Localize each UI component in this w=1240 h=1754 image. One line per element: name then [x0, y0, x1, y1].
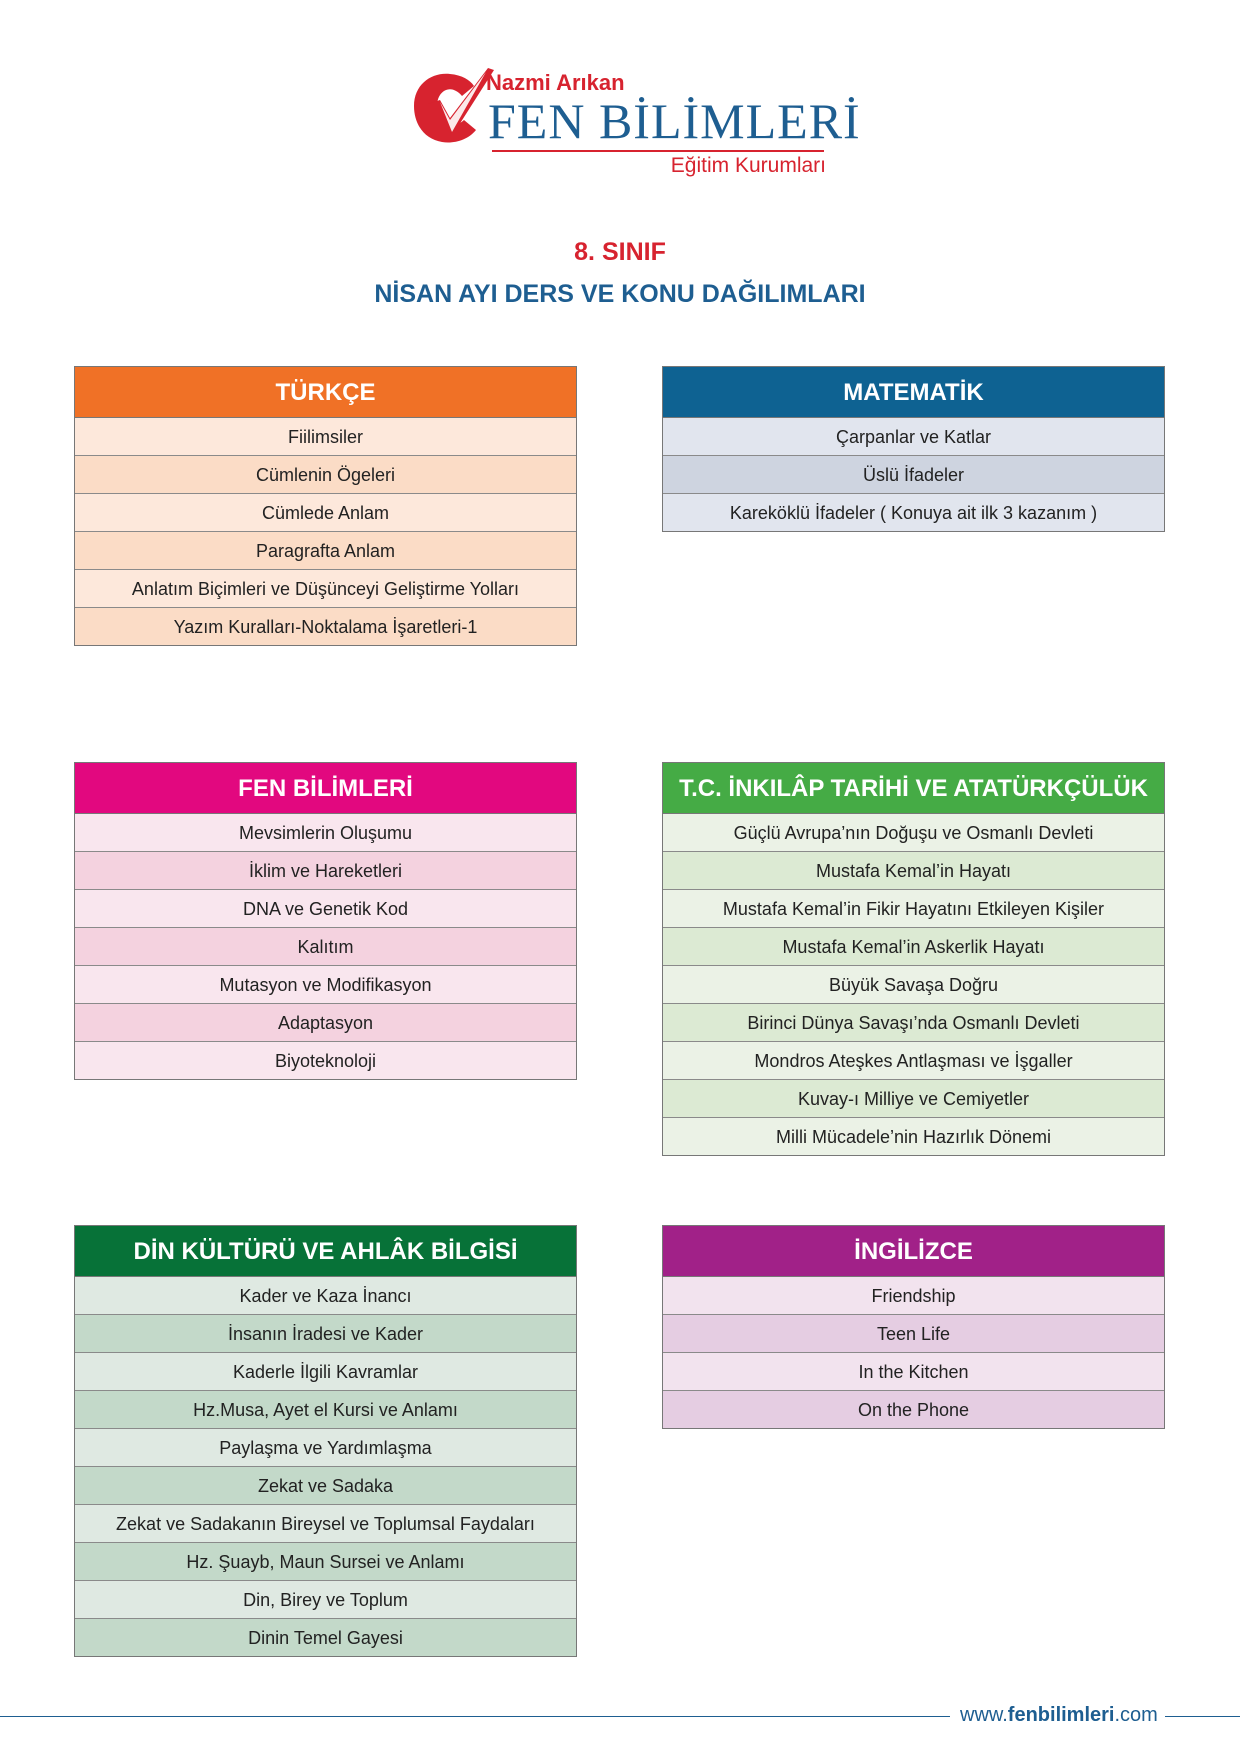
topic-row: Kareköklü İfadeler ( Konuya ait ilk 3 kazanım ) — [663, 493, 1164, 531]
topic-row: Biyoteknoloji — [75, 1041, 576, 1079]
subject-table-fen-bilimleri — [74, 762, 577, 1080]
topic-list — [75, 1277, 576, 1656]
topic-row: Din, Birey ve Toplum — [75, 1580, 576, 1618]
topic-row: Birinci Dünya Savaşı’nda Osmanlı Devleti — [663, 1003, 1164, 1041]
topic-row: Adaptasyon — [75, 1003, 576, 1041]
topic-row: Zekat ve Sadaka — [75, 1466, 576, 1504]
topic-row: Fiilimsiler — [75, 418, 576, 455]
subject-header: T.C. İNKILÂP TARİHİ VE ATATÜRKÇÜLÜK — [663, 763, 1164, 814]
subject-header: MATEMATİK — [663, 367, 1164, 418]
footer-divider-right — [1165, 1716, 1240, 1717]
brand-sub-text: Eğitim Kurumları — [670, 154, 826, 177]
topic-row: Anlatım Biçimleri ve Düşünceyi Geliştirme Yolları — [75, 569, 576, 607]
subject-table-inkilap-tarihi — [662, 762, 1165, 1156]
logo — [410, 56, 861, 177]
topic-row: Güçlü Avrupa’nın Doğuşu ve Osmanlı Devleti — [663, 814, 1164, 851]
topic-row: Hz.Musa, Ayet el Kursi ve Anlamı — [75, 1390, 576, 1428]
topic-list — [75, 418, 576, 645]
topic-list — [663, 1277, 1164, 1428]
topic-row: Cümlenin Ögeleri — [75, 455, 576, 493]
topic-row: DNA ve Genetik Kod — [75, 889, 576, 927]
subject-table-turkce — [74, 366, 577, 646]
page-title: NİSAN AYI DERS VE KONU DAĞILIMLARI — [374, 280, 866, 308]
topic-row: Milli Mücadele’nin Hazırlık Dönemi — [663, 1117, 1164, 1155]
subject-header: FEN BİLİMLERİ — [75, 763, 576, 814]
topic-row: Friendship — [663, 1277, 1164, 1314]
topic-row: İklim ve Hareketleri — [75, 851, 576, 889]
topic-row: Cümlede Anlam — [75, 493, 576, 531]
topic-row: In the Kitchen — [663, 1352, 1164, 1390]
topic-row: Mustafa Kemal’in Hayatı — [663, 851, 1164, 889]
topic-row: Paylaşma ve Yardımlaşma — [75, 1428, 576, 1466]
subject-header: TÜRKÇE — [75, 367, 576, 418]
topic-list — [663, 418, 1164, 531]
url-prefix: www. — [960, 1704, 1008, 1726]
topic-row: Paragrafta Anlam — [75, 531, 576, 569]
footer-divider-left — [0, 1716, 950, 1717]
url-domain: fenbilimleri — [1007, 1704, 1115, 1726]
subject-table-ingilizce — [662, 1225, 1165, 1429]
subject-header: İNGİLİZCE — [663, 1226, 1164, 1277]
topic-row: Yazım Kuralları-Noktalama İşaretleri-1 — [75, 607, 576, 645]
topic-row: Mustafa Kemal’in Askerlik Hayatı — [663, 927, 1164, 965]
topic-row: Büyük Savaşa Doğru — [663, 965, 1164, 1003]
topic-row: Mutasyon ve Modifikasyon — [75, 965, 576, 1003]
brand-top-text: Nazmi Arıkan — [486, 70, 625, 95]
topic-row: Dinin Temel Gayesi — [75, 1618, 576, 1656]
topic-row: Teen Life — [663, 1314, 1164, 1352]
topic-list — [663, 814, 1164, 1155]
topic-row: Hz. Şuayb, Maun Sursei ve Anlamı — [75, 1542, 576, 1580]
brand-divider — [492, 150, 824, 152]
topic-row: Kader ve Kaza İnancı — [75, 1277, 576, 1314]
topic-list — [75, 814, 576, 1079]
subject-header: DİN KÜLTÜRÜ VE AHLÂK BİLGİSİ — [75, 1226, 576, 1277]
topic-row: Kaderle İlgili Kavramlar — [75, 1352, 576, 1390]
topic-row: Üslü İfadeler — [663, 455, 1164, 493]
topic-row: Mevsimlerin Oluşumu — [75, 814, 576, 851]
topic-row: Mondros Ateşkes Antlaşması ve İşgaller — [663, 1041, 1164, 1079]
subject-table-matematik — [662, 366, 1165, 532]
brand-main-text: FEN BİLİMLERİ — [488, 93, 861, 149]
red-checkmark-logo-icon — [410, 66, 496, 146]
topic-row: Zekat ve Sadakanın Bireysel ve Toplumsal Faydaları — [75, 1504, 576, 1542]
grade-title: 8. SINIF — [574, 238, 666, 266]
subject-table-din-kulturu — [74, 1225, 577, 1657]
topic-row: Kuvay-ı Milliye ve Cemiyetler — [663, 1079, 1164, 1117]
topic-row: Çarpanlar ve Katlar — [663, 418, 1164, 455]
topic-row: Kalıtım — [75, 927, 576, 965]
topic-row: On the Phone — [663, 1390, 1164, 1428]
url-suffix: .com — [1114, 1704, 1158, 1726]
footer-website-link[interactable] — [960, 1704, 1158, 1727]
topic-row: İnsanın İradesi ve Kader — [75, 1314, 576, 1352]
topic-row: Mustafa Kemal’in Fikir Hayatını Etkileyen Kişiler — [663, 889, 1164, 927]
